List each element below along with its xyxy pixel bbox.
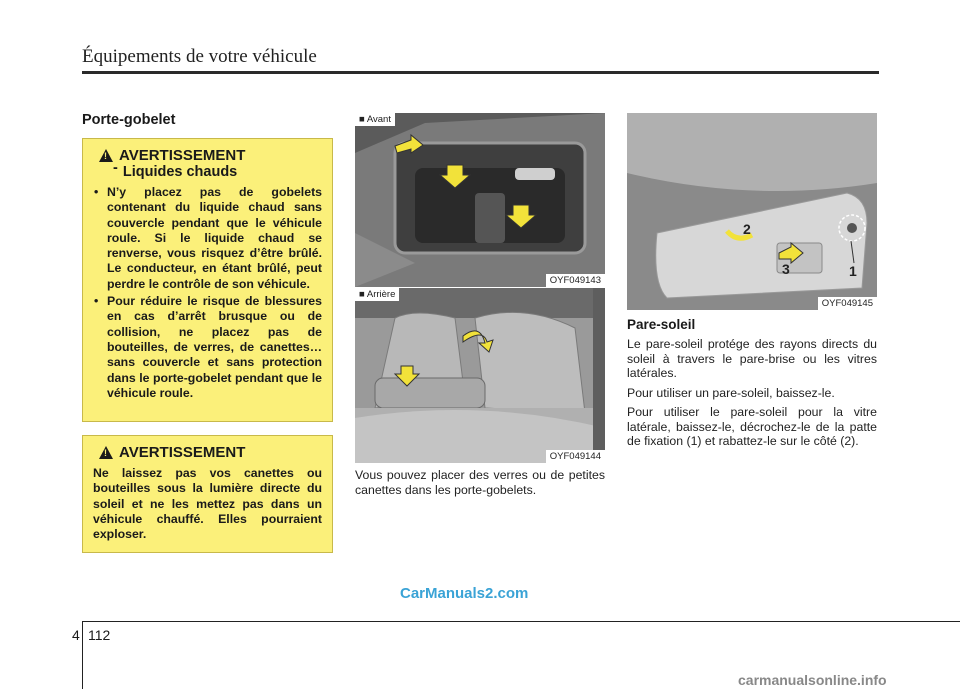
- footer-divider: [82, 621, 83, 689]
- chapter-number: 4: [72, 627, 80, 643]
- warning-item: • N’y placez pas de gobelets contenant du liquide chaud sans couvercle pendant que le véhicule roule. Si le liquide chaud se renverse, vous risquez d’être brûlé. Le conducteur, en étant brûlé, peut perdre le contrôle de son véhicule.: [93, 185, 322, 292]
- photo-sun-visor: [627, 113, 877, 310]
- warning-list: [93, 185, 322, 401]
- page-header-title: Équipements de votre véhicule: [82, 46, 317, 67]
- header-rule: [82, 71, 879, 74]
- sun-visor-paragraph: Pour utiliser un pare-soleil, baissez-le.: [627, 385, 835, 400]
- warning-header: [99, 147, 322, 164]
- photo-tag-front: ■ Avant: [355, 113, 395, 126]
- warning-box-hot-liquids: [82, 138, 333, 422]
- warning-header: [99, 444, 322, 461]
- sun-visor-illustration: [627, 113, 877, 310]
- cupholder-caption: Vous pouvez placer des verres ou de petites canettes dans les porte-gobelets.: [355, 468, 605, 497]
- watermark-link[interactable]: CarManuals2.com: [400, 585, 529, 602]
- warning-dash: -: [113, 160, 118, 176]
- callout-2: 2: [743, 221, 751, 237]
- photo-tag-rear: ■ Arrière: [355, 288, 399, 301]
- photo-code-front: OYF049143: [546, 274, 605, 287]
- callout-3: 3: [782, 261, 790, 277]
- warning-icon: [99, 446, 113, 459]
- site-watermark: carmanualsonline.info: [738, 672, 887, 688]
- photo-code-rear: OYF049144: [546, 450, 605, 463]
- warning-title: AVERTISSEMENT: [119, 147, 246, 164]
- photo-rear-cupholder: [355, 288, 605, 463]
- warning-subtitle: Liquides chauds: [122, 164, 238, 180]
- warning-subtitle-row: [113, 160, 322, 181]
- photo-code-visor: OYF049145: [818, 297, 877, 310]
- sun-visor-paragraph: Le pare-soleil protége des rayons directs du soleil à travers le pare-brise ou les vitres latérales.: [627, 337, 877, 380]
- sun-visor-paragraph: Pour utiliser le pare-soleil pour la vitre latérale, baissez-le, décrochez-le de la patte de fixation (1) et rabattez-le sur le côté (2).: [627, 405, 877, 448]
- photo-front-cupholder: [355, 113, 605, 287]
- footer-rule: [82, 621, 960, 622]
- callout-1: 1: [849, 263, 857, 279]
- warning-icon: [99, 149, 113, 162]
- sun-visor-title: Pare-soleil: [627, 317, 696, 332]
- warning-title: AVERTISSEMENT: [119, 444, 246, 461]
- warning-box-explosion: [82, 435, 333, 553]
- section-title-cupholder: Porte-gobelet: [82, 112, 176, 128]
- rear-seat-illustration: [355, 288, 605, 463]
- warning-item: • Pour réduire le risque de blessures en cas d’arrêt brusque ou de collision, ne placez pas de bouteilles, de verres, de canettes…sans couvercle et sans protection dans le porte-gobelet pendant que le véhicule roule.: [93, 294, 322, 401]
- warning-text: Ne laissez pas vos canettes ou bouteilles sous la lumière directe du soleil et ne les mettez pas dans un véhicule chauffé. Elles pourraient exploser.: [93, 466, 322, 542]
- sun-visor-text: [627, 337, 877, 449]
- page-number: 112: [88, 627, 111, 643]
- front-cupholder-illustration: [355, 113, 605, 287]
